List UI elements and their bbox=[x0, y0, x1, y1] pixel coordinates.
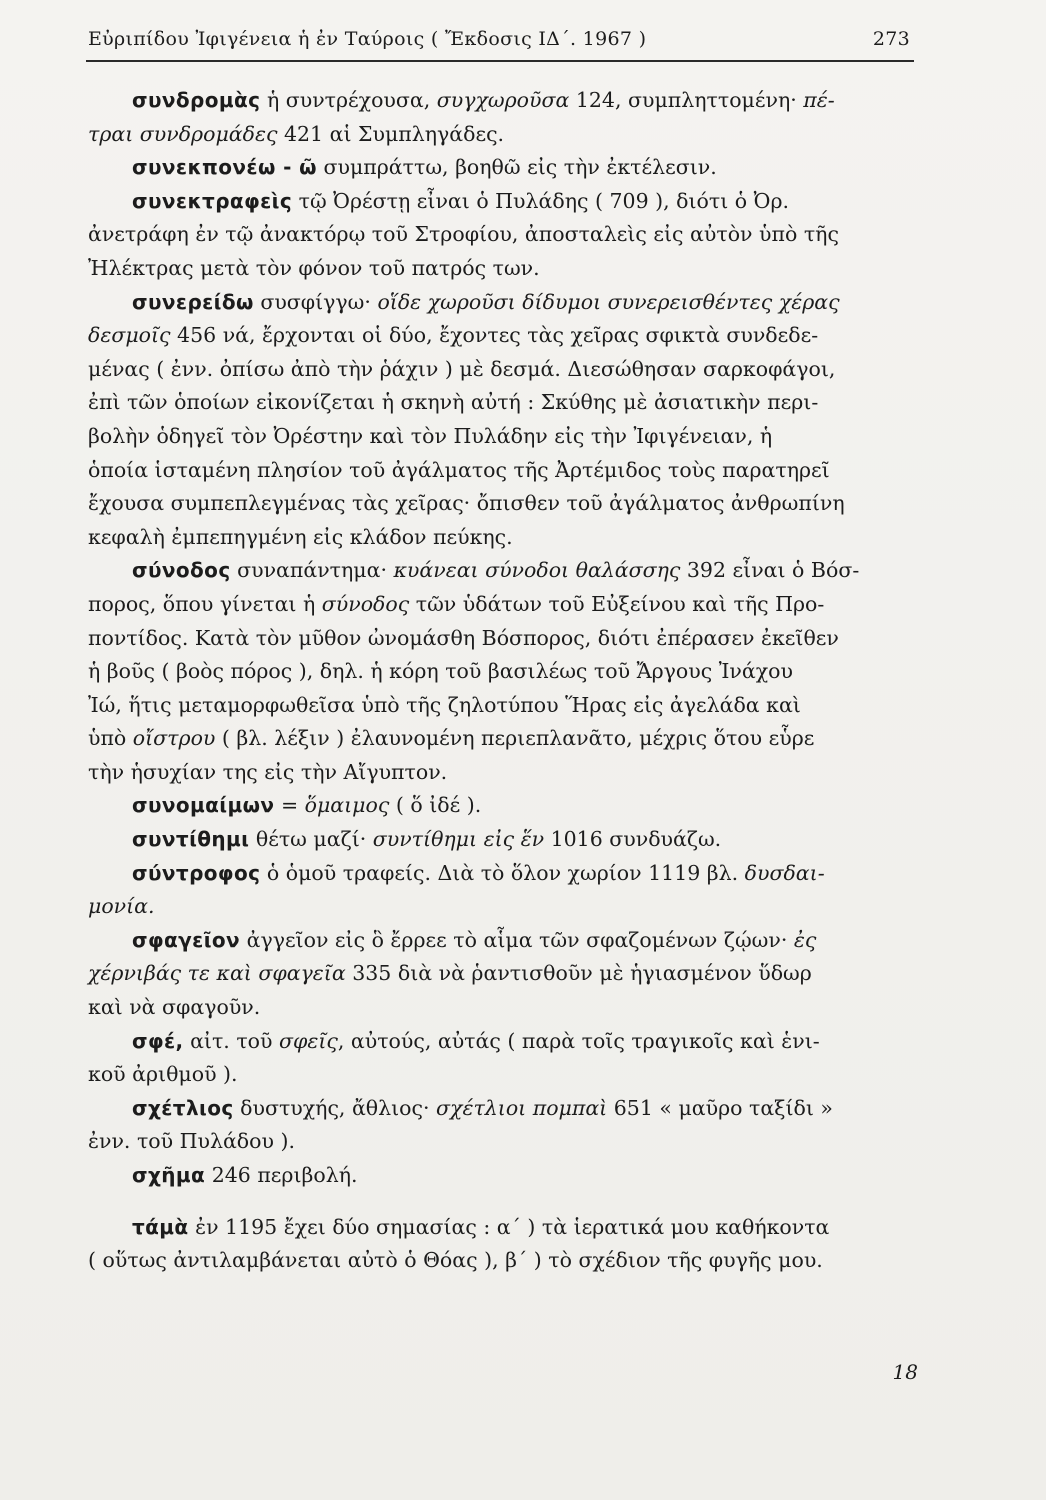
entry-line bbox=[88, 319, 916, 353]
headword: σύνοδος bbox=[132, 558, 231, 583]
entry-line bbox=[88, 487, 916, 521]
entry-text: ποντίδος. Κατὰ τὸν μῦθον ὠνομάσθη Βόσπορος, διότι ἐπέρασεν ἐκεῖθεν bbox=[88, 625, 839, 650]
entry-line bbox=[88, 118, 916, 152]
header-rule bbox=[86, 60, 914, 62]
entry-line bbox=[132, 151, 916, 185]
entry-line bbox=[88, 252, 916, 286]
entry-line bbox=[88, 957, 916, 991]
entry-text: τῶν ὑδάτων τοῦ Εὐξείνου καὶ τῆς Προ- bbox=[409, 591, 825, 616]
glossary-entry bbox=[88, 1211, 916, 1278]
entry-text: ( οὕτως ἀντιλαμβάνεται αὐτὸ ὁ Θόας ), β΄ ) τὸ σχέδιον τῆς φυγῆς μου. bbox=[88, 1248, 823, 1273]
glossary-entry bbox=[88, 924, 916, 1025]
entry-text: ἡ βοῦς ( βοὸς πόρος ), δηλ. ἡ κόρη τοῦ βασιλέως τοῦ Ἄργους Ἰνάχου bbox=[88, 659, 793, 684]
signature-mark: 18 bbox=[892, 1360, 918, 1384]
italic-citation: συγχωροῦσα bbox=[436, 88, 570, 112]
entry-text: Ἰώ, ἥτις μεταμορφωθεῖσα ὑπὸ τῆς ζηλοτύπου Ἥρας εἰς ἀγελάδα καὶ bbox=[88, 692, 801, 717]
entry-line bbox=[88, 1125, 916, 1159]
headword: συνεκτραφεὶς bbox=[132, 188, 293, 213]
italic-citation: οἵδε χωροῦσι δίδυμοι συνερεισθέντες χέρας bbox=[377, 289, 840, 314]
entry-line bbox=[88, 386, 916, 420]
entry-text: 335 διὰ νὰ ῥαντισθοῦν μὲ ἡγιασμένον ὕδωρ bbox=[345, 961, 812, 986]
glossary-entry bbox=[88, 1159, 916, 1193]
entry-text: , αὐτούς, αὐτάς ( παρὰ τοῖς τραγικοῖς καὶ ἑνι- bbox=[337, 1028, 820, 1053]
entry-text: ἐνν. τοῦ Πυλάδου ). bbox=[88, 1129, 295, 1154]
entry-text: ἐπὶ τῶν ὁποίων εἰκονίζεται ἡ σκηνὴ αὐτή : Σκύθης μὲ ἀσιατικὴν περι- bbox=[88, 390, 819, 415]
header-title: Εὐριπίδου Ἰφιγένεια ἡ ἐν Ταύροις ( Ἔκδοσις ΙΔ΄. 1967 ) bbox=[88, 28, 647, 50]
glossary-entry bbox=[88, 84, 916, 151]
entry-text: τὴν ἡσυχίαν της εἰς τὴν Αἴγυπτον. bbox=[88, 759, 448, 784]
entry-line bbox=[132, 554, 916, 588]
headword: σχέτλιος bbox=[132, 1095, 234, 1120]
glossary-entry bbox=[88, 185, 916, 286]
entry-text: συσφίγγω· bbox=[253, 289, 378, 314]
entry-line bbox=[88, 353, 916, 387]
headword: συνεκπονέω - ῶ bbox=[132, 155, 317, 180]
italic-citation: σφεῖς bbox=[279, 1028, 338, 1053]
entry-text: ἀγγεῖον εἰς ὃ ἔρρεε τὸ αἷμα τῶν σφαζομένων ζῴων· bbox=[240, 927, 794, 952]
entry-line bbox=[88, 890, 916, 924]
headword: συνομαίμων bbox=[132, 793, 275, 818]
entry-text: ἡ συντρέχουσα, bbox=[260, 88, 437, 112]
headword: σφαγεῖον bbox=[132, 927, 241, 952]
entry-text: ἐν 1195 ἔχει δύο σημασίας : α΄ ) τὰ ἱερατικά μου καθήκοντα bbox=[188, 1214, 830, 1239]
entry-line bbox=[88, 454, 916, 488]
entry-text: μένας ( ἐνν. ὀπίσω ἀπὸ τὴν ῥάχιν ) μὲ δεσμά. Διεσώθησαν σαρκοφάγοι, bbox=[88, 356, 836, 381]
headword: τάμὰ bbox=[132, 1214, 189, 1239]
entry-line bbox=[88, 991, 916, 1025]
entry-text: 124, συμπληττομένη· bbox=[569, 88, 804, 112]
italic-citation: δεσμοῖς bbox=[88, 323, 171, 348]
entry-line bbox=[132, 789, 916, 823]
entry-line bbox=[88, 756, 916, 790]
entry-text: κεφαλὴ ἐμπεπηγμένη εἰς κλάδον πεύκης. bbox=[88, 524, 513, 549]
entry-text: τῷ Ὀρέστῃ εἶναι ὁ Πυλάδης ( 709 ), διότι ὁ Ὀρ. bbox=[292, 188, 790, 213]
italic-citation: μονία. bbox=[88, 894, 155, 919]
entry-text: = bbox=[274, 793, 305, 818]
entry-gap bbox=[88, 1193, 916, 1211]
entry-text: δυστυχής, ἄθλιος· bbox=[233, 1095, 437, 1120]
entry-line bbox=[132, 1159, 916, 1193]
italic-citation: σχέτλιοι πομπαὶ bbox=[436, 1095, 608, 1120]
entry-line bbox=[88, 722, 916, 756]
entry-line bbox=[88, 689, 916, 723]
entry-line bbox=[132, 1025, 916, 1059]
entry-text: ( βλ. λέξιν ) ἐλαυνομένη περιεπλανᾶτο, μέχρις ὅτου εὗρε bbox=[215, 726, 815, 751]
italic-citation: πέ- bbox=[803, 88, 835, 112]
entry-text: ὁ ὁμοῦ τραφείς. Διὰ τὸ ὅλον χωρίον 1119 βλ. bbox=[260, 860, 745, 885]
glossary-entry bbox=[88, 286, 916, 555]
entry-text: 456 νά, ἔρχονται οἱ δύο, ἔχοντες τὰς χεῖρας σφικτὰ συνδεδε- bbox=[170, 323, 819, 348]
entry-line bbox=[132, 1211, 916, 1245]
entry-line bbox=[88, 218, 916, 252]
entry-text: ἔχουσα συμπεπλεγμένας τὰς χεῖρας· ὄπισθεν τοῦ ἀγάλματος ἀνθρωπίνη bbox=[88, 491, 845, 516]
glossary-entry bbox=[88, 1092, 916, 1159]
entry-line bbox=[88, 420, 916, 454]
entry-line bbox=[132, 84, 916, 118]
entry-text: 651 « μαῦρο ταξίδι » bbox=[607, 1095, 833, 1120]
entry-text: ἀνετράφη ἐν τῷ ἀνακτόρῳ τοῦ Στροφίου, ἀποσταλεὶς εἰς αὐτὸν ὑπὸ τῆς bbox=[88, 222, 839, 247]
entry-text: Ἠλέκτρας μετὰ τὸν φόνον τοῦ πατρός των. bbox=[88, 255, 540, 280]
glossary-entry bbox=[88, 1025, 916, 1092]
entry-text: θέτω μαζί· bbox=[249, 827, 373, 852]
entry-line bbox=[132, 924, 916, 958]
entry-text: ( ὅ ἰδέ ). bbox=[389, 793, 482, 818]
headword: σφέ, bbox=[132, 1028, 184, 1053]
entry-text: συμπράττω, βοηθῶ εἰς τὴν ἐκτέλεσιν. bbox=[316, 155, 717, 180]
glossary-entry bbox=[88, 554, 916, 789]
entry-text: 421 αἱ Συμπληγάδες. bbox=[277, 121, 505, 146]
entry-text: κοῦ ἀριθμοῦ ). bbox=[88, 1062, 238, 1087]
glossary-entries bbox=[88, 84, 916, 1278]
entry-line bbox=[132, 185, 916, 219]
page-number: 273 bbox=[872, 28, 910, 50]
italic-citation: σύνοδος bbox=[321, 591, 410, 616]
italic-citation: ἐς bbox=[793, 927, 817, 952]
glossary-entry bbox=[88, 857, 916, 924]
entry-text: συναπάντημα· bbox=[230, 558, 394, 583]
glossary-entry bbox=[88, 823, 916, 857]
italic-citation: κυάνεαι σύνοδοι θαλάσσης bbox=[393, 558, 681, 583]
italic-citation: συντίθημι εἰς ἕν bbox=[372, 827, 545, 852]
entry-text: καὶ νὰ σφαγοῦν. bbox=[88, 995, 261, 1020]
headword: συνδρομὰς bbox=[132, 88, 261, 112]
entry-text: 1016 συνδυάζω. bbox=[544, 827, 722, 852]
italic-citation: δυσδαι- bbox=[744, 860, 825, 885]
entry-line bbox=[88, 1058, 916, 1092]
glossary-entry bbox=[88, 789, 916, 823]
entry-line bbox=[88, 655, 916, 689]
italic-citation: ὅμαιμος bbox=[304, 793, 390, 818]
entry-line bbox=[88, 588, 916, 622]
entry-text: βολὴν ὁδηγεῖ τὸν Ὀρέστην καὶ τὸν Πυλάδην εἰς τὴν Ἰφιγένειαν, ἡ bbox=[88, 423, 773, 448]
entry-line bbox=[88, 521, 916, 555]
entry-line bbox=[132, 286, 916, 320]
entry-text: 392 εἶναι ὁ Βόσ- bbox=[680, 558, 860, 583]
italic-citation: χέρνιβάς τε καὶ σφαγεῖα bbox=[88, 961, 346, 986]
entry-line bbox=[88, 1244, 916, 1278]
entry-text: πορος, ὅπου γίνεται ἡ bbox=[88, 591, 322, 616]
entry-line bbox=[88, 622, 916, 656]
entry-line bbox=[132, 857, 916, 891]
entry-text: ὑπὸ bbox=[88, 726, 133, 751]
glossary-entry bbox=[88, 151, 916, 185]
headword: συντίθημι bbox=[132, 827, 250, 852]
entry-line bbox=[132, 1092, 916, 1126]
headword: σύντροφος bbox=[132, 860, 261, 885]
italic-citation: τραι συνδρομάδες bbox=[88, 121, 278, 146]
italic-citation: οἴστρου bbox=[132, 726, 216, 751]
entry-line bbox=[132, 823, 916, 857]
entry-text: ὁποία ἱσταμένη πλησίον τοῦ ἀγάλματος τῆς Ἀρτέμιδος τοὺς παρατηρεῖ bbox=[88, 457, 830, 482]
headword: σχῆμα bbox=[132, 1163, 206, 1187]
entry-text: αἰτ. τοῦ bbox=[183, 1028, 279, 1053]
running-header bbox=[88, 22, 910, 54]
headword: συνερείδω bbox=[132, 289, 254, 314]
entry-text: 246 περιβολή. bbox=[205, 1163, 358, 1187]
